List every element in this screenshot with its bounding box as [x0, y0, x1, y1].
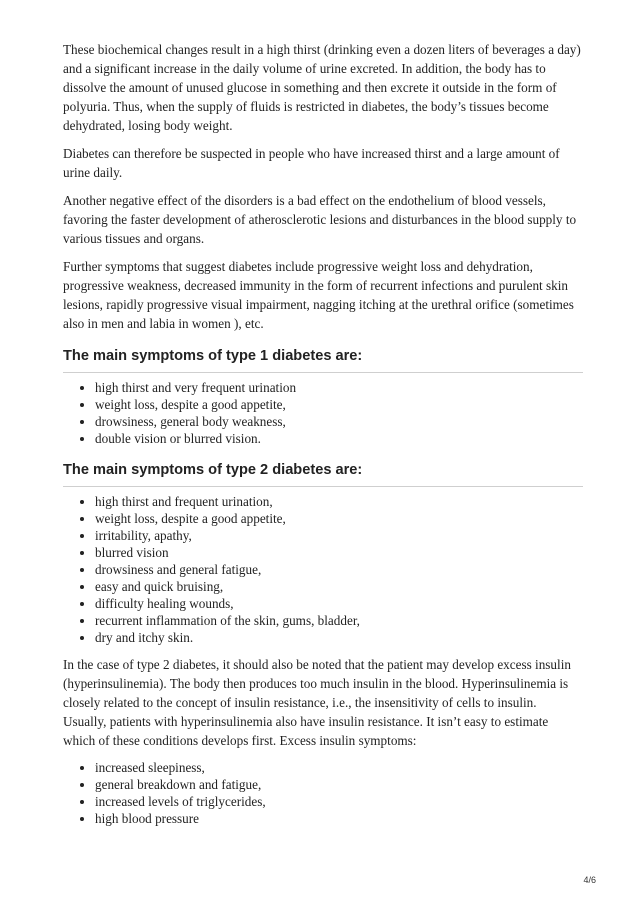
- list-item: • recurrent inflammation of the skin, gums, bladder,: [95, 612, 583, 629]
- list-item: • blurred vision: [95, 544, 583, 561]
- list-type2-symptoms: [63, 493, 583, 646]
- document-page: [63, 40, 583, 836]
- paragraph-further-symptoms: Further symptoms that suggest diabetes include progressive weight loss and dehydration, progressive weakness, decreased immunity in the form of recurrent infections and purulent skin lesions, rapidly progressive visual impairment, nagging itching at the urethral orifice (sometimes also in men and labia in women ), etc.: [63, 259, 574, 331]
- paragraph-biochemical-changes: These biochemical changes result in a high thirst (drinking even a dozen liters of beverages a day) and a significant increase in the daily volume of urine excreted. In addition, the body has to dissolve the amount of unused glucose in something and then excrete it outside in the form of polyuria. Thus, when the supply of fluids is restricted in diabetes, the body’s tissues become dehydrated, losing body weight.: [63, 42, 581, 133]
- list-item: • drowsiness and general fatigue,: [95, 561, 583, 578]
- list-item: • difficulty healing wounds,: [95, 595, 583, 612]
- paragraph-endothelium-effect: Another negative effect of the disorders is a bad effect on the endothelium of blood vessels, favoring the faster development of atherosclerotic lesions and disturbances in the blood supply to various tissues and organs.: [63, 193, 577, 246]
- paragraph-hyperinsulinemia: In the case of type 2 diabetes, it should also be noted that the patient may develop excess insulin (hyperinsulinemia). The body then produces too much insulin in the blood. Hyperinsulinemia is closely related to the concept of insulin resistance, i.e., the insensitivity of cells to insulin. Usually, patients with hyperinsulinemia also have insulin resistance. It isn’t easy to estimate which of these conditions develops first. Excess insulin symptoms:: [63, 657, 571, 748]
- heading-type1-symptoms: The main symptoms of type 1 diabetes are:: [63, 347, 583, 373]
- list-item: • dry and itchy skin.: [95, 629, 583, 646]
- list-excess-insulin-symptoms: [63, 759, 583, 827]
- list-item: • easy and quick bruising,: [95, 578, 583, 595]
- list-item: • general breakdown and fatigue,: [95, 776, 583, 793]
- list-item: • weight loss, despite a good appetite,: [95, 396, 583, 413]
- list-item: • drowsiness, general body weakness,: [95, 413, 583, 430]
- list-item: • double vision or blurred vision.: [95, 430, 583, 447]
- list-item: • irritability, apathy,: [95, 527, 583, 544]
- list-item: • high blood pressure: [95, 810, 583, 827]
- list-item: • high thirst and very frequent urination: [95, 379, 583, 396]
- page-number: 4/6: [583, 875, 596, 885]
- list-item: • weight loss, despite a good appetite,: [95, 510, 583, 527]
- heading-type2-symptoms: The main symptoms of type 2 diabetes are:: [63, 461, 583, 487]
- list-item: • increased sleepiness,: [95, 759, 583, 776]
- list-type1-symptoms: [63, 379, 583, 447]
- list-item: • increased levels of triglycerides,: [95, 793, 583, 810]
- paragraph-suspected-diabetes: Diabetes can therefore be suspected in people who have increased thirst and a large amount of urine daily.: [63, 146, 560, 180]
- list-item: • high thirst and frequent urination,: [95, 493, 583, 510]
